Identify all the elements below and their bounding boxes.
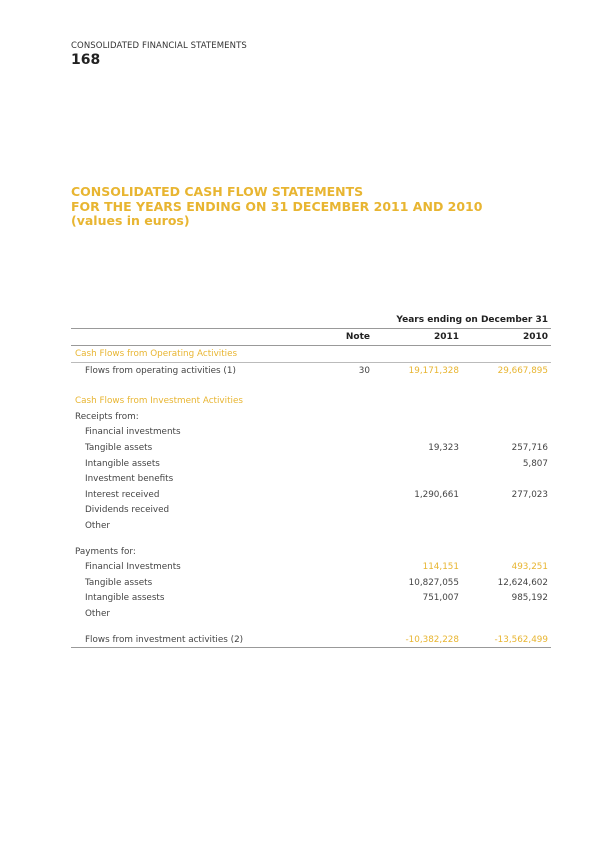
table-row bbox=[71, 487, 551, 503]
row-label: Interest received bbox=[85, 489, 160, 500]
row-label: Financial Investments bbox=[85, 562, 181, 573]
years-heading-text: Years ending on December 31 bbox=[396, 315, 548, 325]
title-line-2: FOR THE YEARS ENDING ON 31 DECEMBER 2011 AND 2010 bbox=[71, 198, 483, 214]
row-value-2010: -13,562,499 bbox=[494, 634, 548, 645]
row-value-2010: 257,716 bbox=[511, 442, 548, 453]
table-row bbox=[71, 518, 551, 534]
table-row bbox=[71, 590, 551, 606]
row-value-2010: 493,251 bbox=[511, 562, 548, 573]
table-row bbox=[71, 424, 551, 440]
row-label: Payments for: bbox=[75, 546, 136, 557]
row-label: Tangible assets bbox=[85, 442, 153, 453]
row-label: Other bbox=[85, 608, 110, 619]
row-value-2010: 12,624,602 bbox=[497, 577, 548, 588]
table-row bbox=[71, 575, 551, 591]
row-label: Other bbox=[85, 520, 110, 531]
row-label: Flows from operating activities (1) bbox=[85, 365, 236, 376]
row-value-2010: 277,023 bbox=[511, 489, 548, 500]
table-row-investment-flows bbox=[71, 632, 551, 648]
table-row bbox=[71, 559, 551, 575]
title-line-1: CONSOLIDATED CASH FLOW STATEMENTS bbox=[71, 184, 364, 199]
row-label: Flows from investment activities (2) bbox=[85, 634, 244, 645]
row-label: Tangible assets bbox=[85, 577, 153, 588]
column-headers bbox=[71, 329, 551, 345]
row-label: Financial investments bbox=[85, 427, 181, 438]
receipts-heading bbox=[71, 409, 551, 425]
section-investment-heading bbox=[71, 393, 551, 409]
row-note: 30 bbox=[358, 365, 370, 376]
statement-title bbox=[71, 185, 482, 229]
row-value-2011: 114,151 bbox=[422, 562, 459, 573]
payments-heading bbox=[71, 544, 551, 560]
row-label: Dividends received bbox=[85, 505, 170, 516]
row-value-2011: 19,323 bbox=[428, 442, 459, 453]
spacer bbox=[71, 622, 551, 632]
row-label: Investment benefits bbox=[85, 474, 174, 485]
row-value-2011: 19,171,328 bbox=[408, 365, 459, 376]
cash-flow-table bbox=[71, 313, 551, 648]
spacer bbox=[71, 534, 551, 544]
row-value-2011: 10,827,055 bbox=[408, 577, 459, 588]
row-label: Intangible assets bbox=[85, 458, 160, 469]
table-row bbox=[71, 502, 551, 518]
title-line-3: (values in euros) bbox=[71, 213, 190, 228]
col-header-2011: 2011 bbox=[433, 332, 459, 342]
row-value-2010: 5,807 bbox=[522, 458, 548, 469]
section-label: Cash Flows from Investment Activities bbox=[75, 396, 243, 407]
section-label: Cash Flows from Operating Activities bbox=[75, 349, 238, 359]
row-value-2011: 1,290,661 bbox=[414, 489, 459, 500]
section-operating-heading bbox=[71, 346, 551, 362]
table-row bbox=[71, 606, 551, 622]
spacer bbox=[71, 378, 551, 393]
row-value-2010: 29,667,895 bbox=[497, 365, 548, 376]
row-label: Intangible assests bbox=[85, 593, 165, 604]
row-value-2010: 985,192 bbox=[511, 593, 548, 604]
table-row bbox=[71, 440, 551, 456]
row-value-2011: -10,382,228 bbox=[405, 634, 459, 645]
row-value-2011: 751,007 bbox=[422, 593, 459, 604]
row-label: Receipts from: bbox=[75, 411, 139, 422]
years-heading bbox=[71, 313, 551, 328]
col-header-note: Note bbox=[345, 332, 370, 342]
table-row bbox=[71, 471, 551, 487]
page-number: 168 bbox=[71, 52, 101, 68]
table-row-operating-flows bbox=[71, 363, 551, 379]
col-header-2010: 2010 bbox=[522, 332, 548, 342]
table-row bbox=[71, 456, 551, 472]
divider bbox=[71, 647, 551, 648]
header-section-label: CONSOLIDATED FINANCIAL STATEMENTS bbox=[71, 41, 247, 51]
